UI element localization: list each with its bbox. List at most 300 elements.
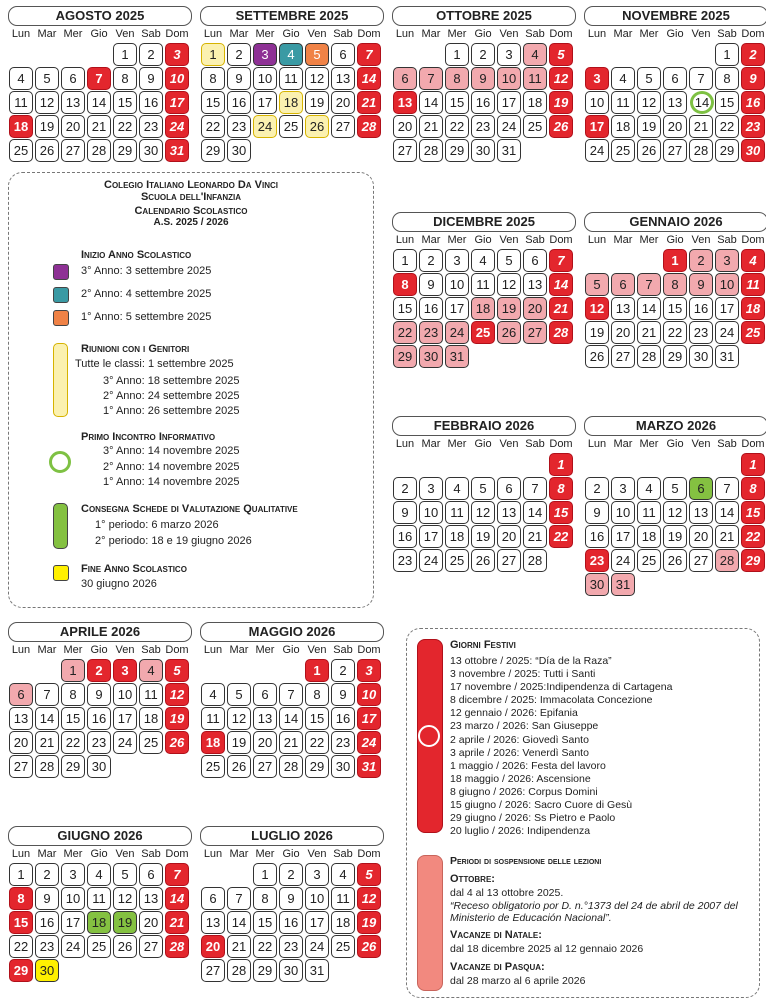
day-cell: 18: [331, 911, 355, 934]
weekday-label: Lun: [587, 438, 607, 450]
day-cell: 13: [61, 91, 85, 114]
weekday-label: Gio: [90, 644, 108, 656]
day-cell: 1: [201, 43, 225, 66]
holidays-title: Giorni Festivi: [450, 639, 516, 651]
year1-swatch: [53, 310, 69, 326]
day-cell: 31: [357, 755, 381, 778]
day-cell: 2: [331, 659, 355, 682]
day-cell: 19: [585, 321, 609, 344]
weekday-header: [392, 438, 576, 450]
day-cell: 26: [663, 549, 687, 572]
day-cell: 22: [549, 525, 573, 548]
day-cell: 26: [585, 345, 609, 368]
day-cell: 10: [585, 91, 609, 114]
day-cell: 21: [227, 935, 251, 958]
day-grid: [584, 43, 766, 163]
day-cell: 22: [201, 115, 225, 138]
month-title: MAGGIO 2026: [200, 622, 384, 642]
school-name: Colegio Italiano Leonardo Da Vinci: [104, 179, 278, 191]
holiday-item: 8 giugno / 2026: Corpus Domini: [450, 785, 598, 798]
end-swatch: [53, 565, 69, 581]
day-cell: 4: [523, 43, 547, 66]
weekday-label: Mar: [421, 234, 441, 246]
weekday-header: [200, 28, 384, 40]
day-cell: 23: [689, 321, 713, 344]
month-title: OTTOBRE 2025: [392, 6, 576, 26]
day-cell: 11: [279, 67, 303, 90]
day-cell: 17: [165, 91, 189, 114]
day-cell: 15: [549, 501, 573, 524]
empty-cell: [35, 659, 57, 680]
day-cell: 12: [113, 887, 137, 910]
day-grid: [200, 659, 384, 779]
day-cell: 31: [445, 345, 469, 368]
day-cell: 17: [611, 525, 635, 548]
day-cell: 24: [253, 115, 277, 138]
day-cell: 21: [715, 525, 739, 548]
weekday-label: Dom: [549, 28, 573, 40]
day-cell: 20: [689, 525, 713, 548]
day-cell: 10: [165, 67, 189, 90]
weekday-label: Sab: [333, 848, 353, 860]
day-cell: 7: [637, 273, 661, 296]
day-cell: 1: [113, 43, 137, 66]
day-cell: 29: [741, 549, 765, 572]
weekday-label: Dom: [549, 234, 573, 246]
holiday-item: 8 dicembre / 2025: Immacolata Concezione: [450, 694, 653, 707]
info-ring-icon: [49, 451, 71, 473]
weekday-label: Mer: [255, 848, 275, 860]
day-cell: 16: [279, 911, 303, 934]
weekday-label: Mer: [639, 234, 659, 246]
meeting-title: Riunioni con i Genitori: [81, 343, 190, 355]
day-cell: 21: [87, 115, 111, 138]
weekday-label: Mer: [639, 438, 659, 450]
day-cell: 16: [87, 707, 111, 730]
day-cell: 7: [689, 67, 713, 90]
holiday-item: 13 ottobre / 2025: “Día de la Raza”: [450, 655, 612, 667]
year2-swatch: [53, 287, 69, 303]
empty-cell: [689, 453, 711, 474]
empty-cell: [497, 453, 519, 474]
day-cell: 1: [549, 453, 573, 476]
day-cell: 29: [305, 755, 329, 778]
day-cell: 15: [9, 911, 33, 934]
day-cell: 20: [331, 91, 355, 114]
day-cell: 17: [715, 297, 739, 320]
evaluation-swatch: [53, 503, 68, 549]
weekday-label: Dom: [549, 438, 573, 450]
empty-cell: [663, 453, 685, 474]
start-year1: 1° Anno: 5 settembre 2025: [81, 311, 212, 323]
day-cell: 5: [549, 43, 573, 66]
day-cell: 26: [165, 731, 189, 754]
day-cell: 17: [445, 297, 469, 320]
empty-cell: [35, 43, 57, 64]
day-cell: 1: [9, 863, 33, 886]
day-cell: 29: [61, 755, 85, 778]
day-cell: 28: [637, 345, 661, 368]
weekday-label: Sab: [525, 28, 545, 40]
holiday-item: 17 novembre / 2025:Indipendenza di Cartagena: [450, 681, 673, 694]
day-cell: 25: [523, 115, 547, 138]
day-cell: 7: [87, 67, 111, 90]
day-cell: 6: [497, 477, 521, 500]
weekday-label: Dom: [741, 438, 765, 450]
weekday-label: Gio: [474, 234, 492, 246]
suspension-easter-text: dal 28 marzo al 6 aprile 2026: [450, 975, 586, 987]
day-cell: 29: [9, 959, 33, 982]
day-cell: 7: [419, 67, 443, 90]
weekday-label: Sab: [333, 644, 353, 656]
day-cell: 19: [113, 911, 137, 934]
day-cell: 6: [139, 863, 163, 886]
day-cell: 28: [35, 755, 59, 778]
month-title: AGOSTO 2025: [8, 6, 192, 26]
day-cell: 30: [87, 755, 111, 778]
day-cell: 23: [741, 115, 765, 138]
day-cell: 28: [357, 115, 381, 138]
day-cell: 13: [497, 501, 521, 524]
weekday-label: Mer: [63, 28, 83, 40]
empty-cell: [523, 453, 545, 474]
weekday-header: [8, 28, 192, 40]
day-cell: 8: [305, 683, 329, 706]
day-cell: 9: [139, 67, 163, 90]
holidays-panel: [406, 628, 760, 998]
day-cell: 11: [741, 273, 765, 296]
day-cell: 13: [9, 707, 33, 730]
day-cell: 29: [445, 139, 469, 162]
day-cell: 22: [445, 115, 469, 138]
day-cell: 31: [611, 573, 635, 596]
day-grid: [200, 863, 384, 983]
weekday-header: [392, 28, 576, 40]
day-cell: 6: [9, 683, 33, 706]
day-cell: 16: [471, 91, 495, 114]
day-cell: 25: [445, 549, 469, 572]
day-cell: 9: [35, 887, 59, 910]
day-cell: 12: [357, 887, 381, 910]
month-febbraio: [392, 416, 576, 573]
day-cell: 20: [393, 115, 417, 138]
day-cell: 20: [523, 297, 547, 320]
empty-cell: [585, 249, 607, 270]
empty-cell: [393, 43, 415, 64]
weekday-label: Mar: [613, 234, 633, 246]
day-cell: 20: [663, 115, 687, 138]
day-cell: 5: [585, 273, 609, 296]
day-cell: 3: [61, 863, 85, 886]
day-cell: 17: [61, 911, 85, 934]
day-cell: 5: [471, 477, 495, 500]
day-cell: 26: [549, 115, 573, 138]
day-cell: 7: [715, 477, 739, 500]
day-cell: 18: [139, 707, 163, 730]
day-cell: 26: [357, 935, 381, 958]
weekday-label: Mar: [421, 438, 441, 450]
weekday-label: Lun: [395, 28, 415, 40]
day-cell: 2: [471, 43, 495, 66]
day-cell: 9: [87, 683, 111, 706]
day-cell: 14: [279, 707, 303, 730]
day-cell: 4: [201, 683, 225, 706]
month-agosto: [8, 6, 192, 163]
day-cell: 26: [637, 139, 661, 162]
empty-cell: [585, 453, 607, 474]
info-title: Primo Incontro Informativo: [81, 431, 216, 443]
day-cell: 9: [741, 67, 765, 90]
weekday-label: Sab: [333, 28, 353, 40]
day-cell: 19: [35, 115, 59, 138]
day-cell: 30: [35, 959, 59, 982]
weekday-label: Lun: [11, 848, 31, 860]
day-cell: 24: [165, 115, 189, 138]
day-cell: 23: [419, 321, 443, 344]
day-cell: 4: [611, 67, 635, 90]
empty-cell: [611, 453, 633, 474]
day-cell: 27: [497, 549, 521, 572]
day-cell: 8: [9, 887, 33, 910]
weekday-label: Sab: [717, 234, 737, 246]
day-cell: 11: [139, 683, 163, 706]
day-cell: 9: [393, 501, 417, 524]
day-cell: 29: [393, 345, 417, 368]
info-year1: 1° Anno: 14 novembre 2025: [103, 476, 240, 488]
day-grid: [392, 249, 576, 369]
day-cell: 27: [201, 959, 225, 982]
school-year: A.S. 2025 / 2026: [153, 217, 229, 228]
day-cell: 4: [471, 249, 495, 272]
info-year3: 3° Anno: 14 novembre 2025: [103, 445, 240, 457]
day-cell: 10: [419, 501, 443, 524]
empty-cell: [253, 659, 275, 680]
day-cell: 2: [585, 477, 609, 500]
day-grid: [8, 659, 192, 779]
weekday-label: Lun: [395, 234, 415, 246]
day-cell: 23: [331, 731, 355, 754]
empty-cell: [637, 249, 659, 270]
day-cell: 19: [663, 525, 687, 548]
day-cell: 24: [585, 139, 609, 162]
month-title: FEBBRAIO 2026: [392, 416, 576, 436]
day-cell: 18: [87, 911, 111, 934]
day-cell: 8: [663, 273, 687, 296]
day-cell: 13: [689, 501, 713, 524]
day-cell: 22: [715, 115, 739, 138]
weekday-label: Lun: [587, 234, 607, 246]
day-cell: 22: [113, 115, 137, 138]
day-cell: 3: [113, 659, 137, 682]
weekday-label: Mer: [447, 438, 467, 450]
month-novembre: [584, 6, 766, 163]
day-cell: 16: [585, 525, 609, 548]
suspension-title: Periodi di sospensione delle lezioni: [450, 855, 602, 867]
year3-swatch: [53, 264, 69, 280]
weekday-label: Ven: [691, 28, 711, 40]
end-date: 30 giugno 2026: [81, 578, 157, 590]
day-cell: 23: [393, 549, 417, 572]
weekday-label: Lun: [203, 644, 223, 656]
day-cell: 30: [139, 139, 163, 162]
day-cell: 26: [497, 321, 521, 344]
day-cell: 7: [357, 43, 381, 66]
day-cell: 25: [637, 549, 661, 572]
day-cell: 25: [471, 321, 495, 344]
day-cell: 30: [227, 139, 251, 162]
day-cell: 5: [113, 863, 137, 886]
weekday-label: Ven: [499, 28, 519, 40]
weekday-label: Dom: [741, 234, 765, 246]
day-cell: 28: [87, 139, 111, 162]
day-cell: 24: [357, 731, 381, 754]
day-cell: 28: [279, 755, 303, 778]
holiday-item: 20 luglio / 2026: Indipendenza: [450, 825, 591, 838]
weekday-header: [584, 28, 766, 40]
end-title: Fine Anno Scolastico: [81, 563, 187, 575]
empty-cell: [611, 43, 633, 64]
weekday-label: Mer: [447, 234, 467, 246]
day-grid: [584, 249, 766, 369]
day-cell: 27: [9, 755, 33, 778]
day-cell: 4: [741, 249, 765, 272]
day-cell: 22: [61, 731, 85, 754]
empty-cell: [87, 43, 109, 64]
day-cell: 20: [253, 731, 277, 754]
day-cell: 11: [9, 91, 33, 114]
day-cell: 13: [331, 67, 355, 90]
day-cell: 11: [445, 501, 469, 524]
meeting-year1: 1° Anno: 26 settembre 2025: [103, 405, 240, 417]
day-cell: 14: [87, 91, 111, 114]
day-cell: 22: [393, 321, 417, 344]
day-cell: 12: [497, 273, 521, 296]
day-cell: 20: [139, 911, 163, 934]
day-cell: 9: [471, 67, 495, 90]
day-cell: 30: [331, 755, 355, 778]
day-cell: 14: [165, 887, 189, 910]
day-cell: 29: [201, 139, 225, 162]
weekday-label: Sab: [141, 848, 161, 860]
month-title: SETTEMBRE 2025: [200, 6, 384, 26]
suspension-october-note: “Receso obligatorio por D. n.°1373 del 24 de abril de 2007 del Ministerio de Educación Nacional”.: [450, 900, 738, 924]
day-cell: 9: [585, 501, 609, 524]
day-cell: 28: [419, 139, 443, 162]
month-dicembre: [392, 212, 576, 369]
day-cell: 2: [35, 863, 59, 886]
day-cell: 18: [637, 525, 661, 548]
day-cell: 15: [113, 91, 137, 114]
day-cell: 27: [393, 139, 417, 162]
day-cell: 4: [445, 477, 469, 500]
day-cell: 16: [741, 91, 765, 114]
day-cell: 10: [61, 887, 85, 910]
day-cell: 5: [227, 683, 251, 706]
day-cell: 3: [165, 43, 189, 66]
weekday-label: Gio: [666, 438, 684, 450]
day-cell: 3: [445, 249, 469, 272]
day-cell: 11: [523, 67, 547, 90]
meeting-year2: 2° Anno: 24 settembre 2025: [103, 390, 240, 402]
day-cell: 8: [549, 477, 573, 500]
holiday-item: 23 marzo / 2026: San Giuseppe: [450, 720, 599, 733]
weekday-label: Ven: [115, 848, 135, 860]
month-title: MARZO 2026: [584, 416, 766, 436]
suspension-october-text: dal 4 al 13 ottobre 2025.: [450, 887, 564, 899]
day-cell: 10: [253, 67, 277, 90]
day-cell: 25: [279, 115, 303, 138]
day-cell: 13: [611, 297, 635, 320]
day-cell: 19: [227, 731, 251, 754]
weekday-label: Ven: [691, 438, 711, 450]
day-cell: 15: [253, 911, 277, 934]
day-cell: 4: [331, 863, 355, 886]
day-cell: 13: [523, 273, 547, 296]
day-cell: 23: [471, 115, 495, 138]
day-cell: 3: [585, 67, 609, 90]
day-cell: 20: [61, 115, 85, 138]
weekday-label: Ven: [499, 438, 519, 450]
empty-cell: [689, 43, 711, 64]
day-cell: 1: [393, 249, 417, 272]
day-grid: [8, 863, 192, 983]
day-cell: 31: [165, 139, 189, 162]
day-cell: 26: [35, 139, 59, 162]
weekday-header: [8, 848, 192, 860]
day-cell: 18: [611, 115, 635, 138]
evaluation-title: Consegna Schede di Valutazione Qualitative: [81, 503, 298, 515]
month-title: GENNAIO 2026: [584, 212, 766, 232]
day-cell: 6: [253, 683, 277, 706]
day-cell: 3: [611, 477, 635, 500]
day-cell: 1: [741, 453, 765, 476]
day-cell: 20: [611, 321, 635, 344]
day-cell: 5: [497, 249, 521, 272]
day-cell: 26: [113, 935, 137, 958]
day-cell: 1: [445, 43, 469, 66]
day-cell: 14: [637, 297, 661, 320]
day-cell: 2: [741, 43, 765, 66]
day-cell: 18: [279, 91, 303, 114]
day-cell: 8: [201, 67, 225, 90]
day-cell: 3: [419, 477, 443, 500]
day-cell: 2: [419, 249, 443, 272]
day-cell: 27: [331, 115, 355, 138]
day-cell: 13: [393, 91, 417, 114]
suspension-easter-title: Vacanze di Pasqua:: [450, 961, 545, 973]
day-cell: 27: [253, 755, 277, 778]
day-cell: 18: [523, 91, 547, 114]
day-cell: 11: [471, 273, 495, 296]
day-cell: 8: [113, 67, 137, 90]
weekday-header: [584, 234, 766, 246]
day-cell: 27: [663, 139, 687, 162]
day-cell: 4: [139, 659, 163, 682]
day-cell: 9: [689, 273, 713, 296]
day-cell: 11: [87, 887, 111, 910]
weekday-label: Ven: [691, 234, 711, 246]
day-cell: 12: [663, 501, 687, 524]
day-cell: 31: [497, 139, 521, 162]
day-cell: 17: [113, 707, 137, 730]
day-grid: [392, 453, 576, 573]
day-cell: 21: [419, 115, 443, 138]
weekday-label: Gio: [666, 28, 684, 40]
weekday-label: Ven: [307, 644, 327, 656]
empty-cell: [227, 659, 249, 680]
day-cell: 21: [549, 297, 573, 320]
weekday-label: Lun: [203, 28, 223, 40]
